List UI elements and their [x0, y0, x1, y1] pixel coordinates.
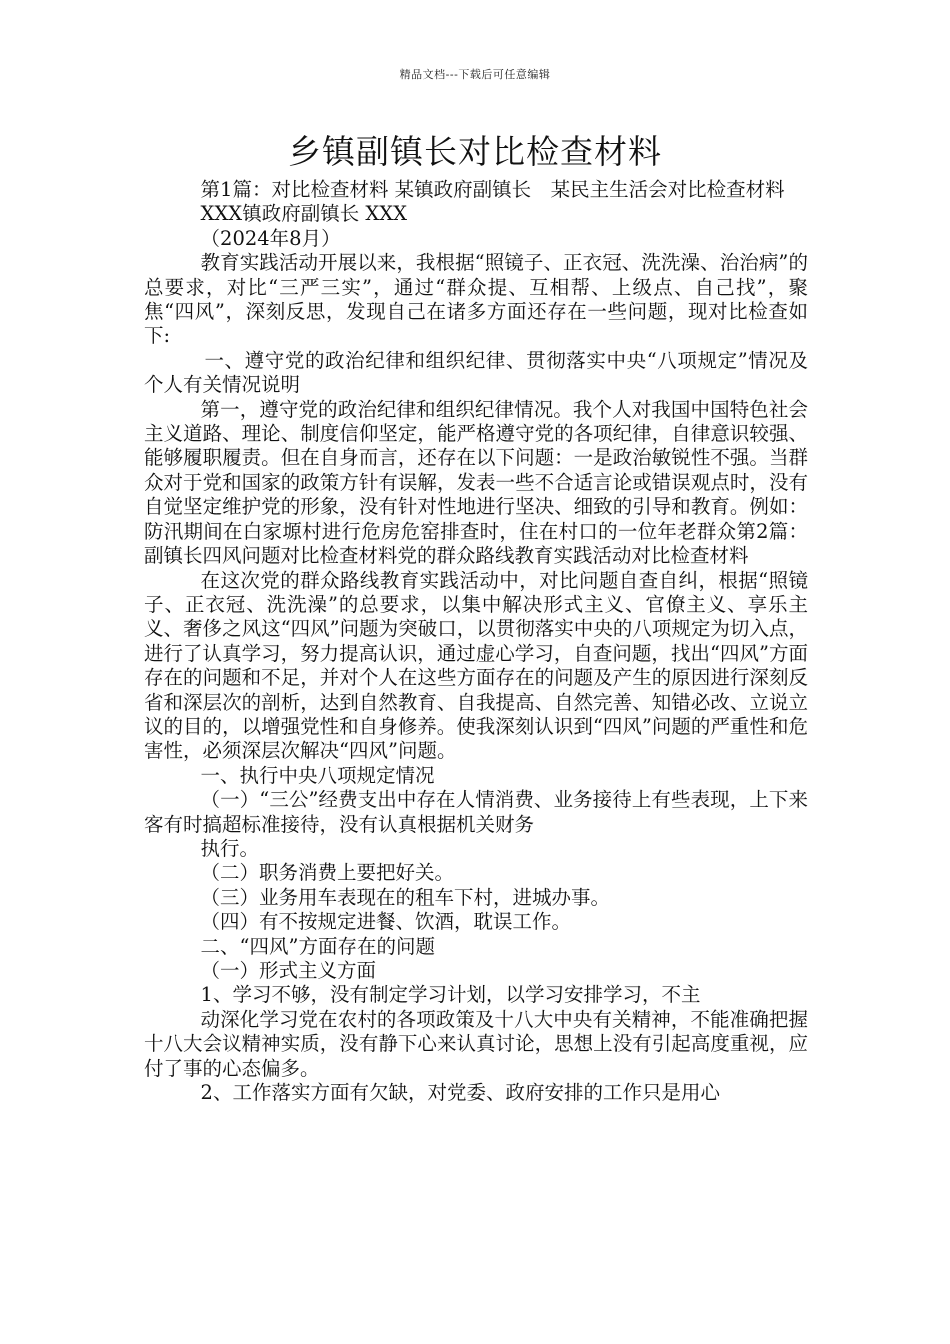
paragraph-section-1-heading: 第1篇：对比检查材料 某镇政府副镇长 某民主生活会对比检查材料 [200, 178, 785, 201]
paragraph-heading-eight-rules: 一、执行中央八项规定情况 [200, 763, 435, 787]
paragraph-date: （2024年8月） [200, 226, 341, 250]
paragraph-item-2: （二）职务消费上要把好关。 [200, 861, 455, 885]
document-title: 乡镇副镇长对比检查材料 [288, 132, 662, 171]
paragraph-point-2: 2、工作落实方面有欠缺，对党委、政府安排的工作只是用心 [200, 1081, 720, 1105]
paragraph-item-1: （一）“三公”经费支出中存在人情消费、业务接待上有些表现，上下来客有时搞超标准接待，没有认真根据机关财务 [144, 788, 808, 836]
document-body [144, 178, 808, 1105]
paragraph-intro: 教育实践活动开展以来，我根据“照镜子、正衣冠、洗洗澡、治治病”的总要求，对比“三严三实”，通过“群众提、互相帮、上级点、自己找”，聚焦“四风”，深刻反思，发现自己在诸多方面还存在一些问题，现对比检查如下: [144, 251, 808, 348]
paragraph-campaign-intro: 在这次党的群众路线教育实践活动中，对比问题自查自纠，根据“照镜子、正衣冠、洗洗澡”的总要求，以集中解决形式主义、官僚主义、享乐主义、奢侈之风这“四风”问题为突破口，以贯彻落实中央的八项规定为切入点，进行了认真学习，努力提高认识，通过虚心学习，自查问题，找出“四风”方面存在的问题和不足，并对个人在这些方面存在的问题及产生的原因进行深刻反省和深层次的剖析，达到自然教育、自我提高、自然完善、知错必改、立说立议的目的，以增强党性和自身修养。使我深刻认识到“四风”问题的严重性和危害性，必须深层次解决“四风”问题。 [144, 568, 808, 763]
paragraph-point-1-cont: 动深化学习党在农村的各项政策及十八大中央有关精神，不能准确把握十八大会议精神实质，没有静下心来认真讨论，思想上没有引起高度重视，应付了事的心态偏多。 [144, 1007, 808, 1080]
paragraph-heading-four-winds: 二、“四风”方面存在的问题 [200, 934, 435, 958]
paragraph-heading-discipline: 一、遵守党的政治纪律和组织纪律、贯彻落实中央“八项规定”情况及个人有关情况说明 [144, 348, 808, 397]
paragraph-author: XXX镇政府副镇长 XXX [200, 202, 408, 226]
paragraph-item-1-cont: 执行。 [200, 836, 260, 860]
paragraph-item-3: （三）业务用车表现在的租车下村，进城办事。 [200, 885, 611, 909]
paragraph-item-4: （四）有不按规定进餐、饮酒，耽误工作。 [200, 910, 572, 934]
paragraph-heading-formalism: （一）形式主义方面 [200, 959, 377, 982]
header-note: 精品文档---下载后可任意编辑 [399, 68, 551, 81]
paragraph-discipline-detail: 第一，遵守党的政治纪律和组织纪律情况。我个人对我国中国特色社会主义道路、理论、制度信仰坚定，能严格遵守党的各项纪律，自律意识较强、能够履职履责。但在自身而言，还存在以下问题：一是政治敏锐性不强。当群众对于党和国家的政策方针有误解，发表一些不合适言论或错误观点时，没有自觉坚定维护党的形象，没有针对性地进行坚决、细致的引导和教育。例如：防汛期间在白家塬村进行危房危窑排查时，住在村口的一位年老群众第2篇：副镇长四风问题对比检查材料党的群众路线教育实践活动对比检查材料 [144, 397, 808, 568]
paragraph-point-1: 1、学习不够，没有制定学习计划，以学习安排学习，不主 [200, 983, 701, 1007]
